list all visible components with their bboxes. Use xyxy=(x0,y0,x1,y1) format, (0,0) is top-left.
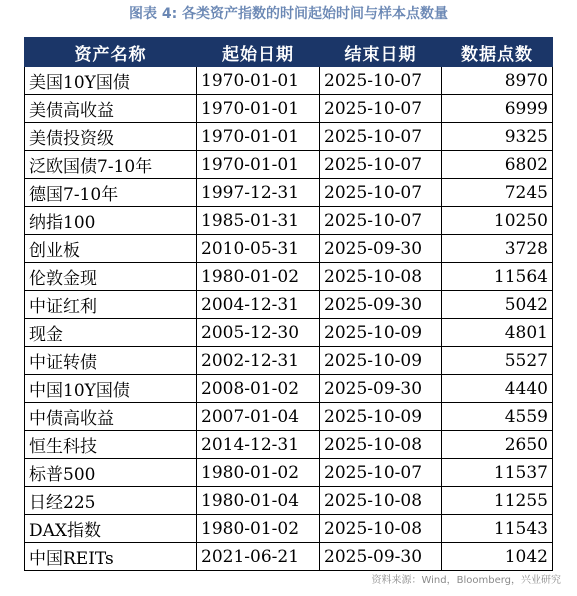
column-header-end-date: 结束日期 xyxy=(320,38,442,67)
data-points-cell: 2650 xyxy=(442,431,553,459)
table-row xyxy=(25,179,553,207)
data-points-cell: 6999 xyxy=(442,95,553,123)
figure-title: 图表 4: 各类资产指数的时间起始时间与样本点数量 xyxy=(128,6,449,22)
asset-name-cell: 标普500 xyxy=(25,459,197,487)
table-row xyxy=(25,291,553,319)
data-points-cell: 10250 xyxy=(442,207,553,235)
start-date-cell: 2008-01-02 xyxy=(197,375,320,403)
end-date-cell: 2025-10-09 xyxy=(320,403,442,431)
table-row xyxy=(25,543,553,571)
table-row xyxy=(25,347,553,375)
asset-name-cell: 中证红利 xyxy=(25,291,197,319)
start-date-cell: 1980-01-02 xyxy=(197,515,320,543)
end-date-cell: 2025-10-07 xyxy=(320,207,442,235)
end-date-cell: 2025-10-08 xyxy=(320,487,442,515)
data-points-cell: 3728 xyxy=(442,235,553,263)
start-date-cell: 1970-01-01 xyxy=(197,67,320,95)
table-row xyxy=(25,95,553,123)
asset-name-cell: 泛欧国债7-10年 xyxy=(25,151,197,179)
asset-name-cell: 现金 xyxy=(25,319,197,347)
asset-name-cell: 中国10Y国债 xyxy=(25,375,197,403)
table-row xyxy=(25,235,553,263)
table-row xyxy=(25,319,553,347)
end-date-cell: 2025-10-09 xyxy=(320,347,442,375)
table-row xyxy=(25,487,553,515)
asset-name-cell: 恒生科技 xyxy=(25,431,197,459)
data-points-cell: 7245 xyxy=(442,179,553,207)
start-date-cell: 1970-01-01 xyxy=(197,151,320,179)
end-date-cell: 2025-10-07 xyxy=(320,67,442,95)
data-points-cell: 11564 xyxy=(442,263,553,291)
data-points-cell: 4440 xyxy=(442,375,553,403)
table-row xyxy=(25,515,553,543)
asset-name-cell: 日经225 xyxy=(25,487,197,515)
data-points-cell: 11255 xyxy=(442,487,553,515)
data-points-cell: 11537 xyxy=(442,459,553,487)
start-date-cell: 1997-12-31 xyxy=(197,179,320,207)
start-date-cell: 1970-01-01 xyxy=(197,123,320,151)
asset-name-cell: 美债投资级 xyxy=(25,123,197,151)
table-row xyxy=(25,151,553,179)
start-date-cell: 2007-01-04 xyxy=(197,403,320,431)
asset-name-cell: 伦敦金现 xyxy=(25,263,197,291)
end-date-cell: 2025-09-30 xyxy=(320,543,442,571)
data-points-cell: 1042 xyxy=(442,543,553,571)
start-date-cell: 1980-01-02 xyxy=(197,263,320,291)
table-row xyxy=(25,375,553,403)
end-date-cell: 2025-09-30 xyxy=(320,291,442,319)
table-row xyxy=(25,263,553,291)
end-date-cell: 2025-10-07 xyxy=(320,123,442,151)
asset-name-cell: DAX指数 xyxy=(25,515,197,543)
asset-name-cell: 美国10Y国债 xyxy=(25,67,197,95)
data-points-cell: 11543 xyxy=(442,515,553,543)
data-points-cell: 5527 xyxy=(442,347,553,375)
start-date-cell: 1970-01-01 xyxy=(197,95,320,123)
asset-name-cell: 纳指100 xyxy=(25,207,197,235)
data-points-cell: 5042 xyxy=(442,291,553,319)
table-row xyxy=(25,459,553,487)
table-row xyxy=(25,67,553,95)
end-date-cell: 2025-09-30 xyxy=(320,375,442,403)
data-points-cell: 4559 xyxy=(442,403,553,431)
start-date-cell: 2021-06-21 xyxy=(197,543,320,571)
end-date-cell: 2025-10-07 xyxy=(320,151,442,179)
data-points-cell: 9325 xyxy=(442,123,553,151)
table-row xyxy=(25,207,553,235)
end-date-cell: 2025-10-08 xyxy=(320,431,442,459)
table-body xyxy=(25,67,553,571)
column-header-asset-name: 资产名称 xyxy=(25,38,197,67)
source-note: 资料来源：Wind，Bloomberg，兴业研究 xyxy=(371,575,561,586)
table-header-row xyxy=(25,38,553,67)
column-header-data-points: 数据点数 xyxy=(442,38,553,67)
end-date-cell: 2025-10-07 xyxy=(320,95,442,123)
start-date-cell: 2002-12-31 xyxy=(197,347,320,375)
data-points-cell: 6802 xyxy=(442,151,553,179)
asset-name-cell: 中国REITs xyxy=(25,543,197,571)
asset-name-cell: 中债高收益 xyxy=(25,403,197,431)
asset-name-cell: 德国7-10年 xyxy=(25,179,197,207)
end-date-cell: 2025-09-30 xyxy=(320,235,442,263)
end-date-cell: 2025-10-08 xyxy=(320,263,442,291)
data-points-cell: 4801 xyxy=(442,319,553,347)
asset-data-table xyxy=(24,37,553,571)
data-points-cell: 8970 xyxy=(442,67,553,95)
start-date-cell: 2005-12-30 xyxy=(197,319,320,347)
end-date-cell: 2025-10-08 xyxy=(320,515,442,543)
table-row xyxy=(25,431,553,459)
start-date-cell: 2014-12-31 xyxy=(197,431,320,459)
start-date-cell: 2004-12-31 xyxy=(197,291,320,319)
table-row xyxy=(25,403,553,431)
asset-name-cell: 美债高收益 xyxy=(25,95,197,123)
start-date-cell: 1980-01-02 xyxy=(197,459,320,487)
column-header-start-date: 起始日期 xyxy=(197,38,320,67)
asset-name-cell: 创业板 xyxy=(25,235,197,263)
end-date-cell: 2025-10-09 xyxy=(320,319,442,347)
end-date-cell: 2025-10-07 xyxy=(320,459,442,487)
end-date-cell: 2025-10-07 xyxy=(320,179,442,207)
start-date-cell: 2010-05-31 xyxy=(197,235,320,263)
table-row xyxy=(25,123,553,151)
start-date-cell: 1985-01-31 xyxy=(197,207,320,235)
start-date-cell: 1980-01-04 xyxy=(197,487,320,515)
asset-name-cell: 中证转债 xyxy=(25,347,197,375)
